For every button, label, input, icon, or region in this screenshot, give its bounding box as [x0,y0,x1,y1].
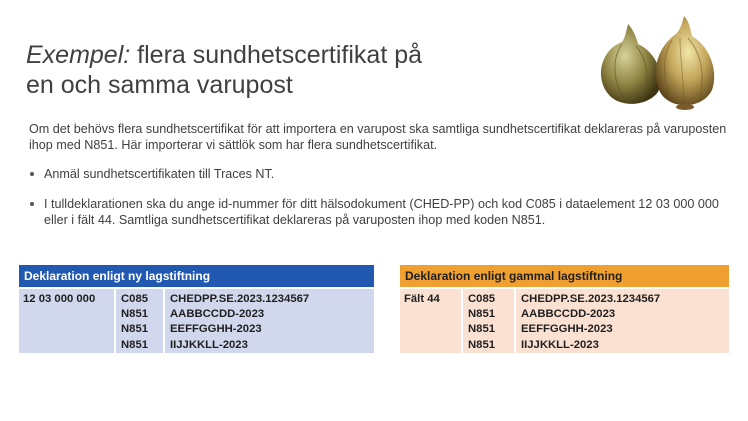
reference-cell: AABBCCDD-2023 [521,308,616,321]
bullet-dot-icon [30,202,34,206]
reference-cell: EEFFGGHH-2023 [170,323,262,336]
code-column [461,289,514,353]
declaration-old-header: Deklaration enligt gammal lagstiftning [400,265,729,287]
field-column [19,289,114,353]
intro-paragraph: Om det behövs flera sundhetscertifikat för att importera en varupost ska samtliga sundhetscertifikat deklareras på varuposten ihop med N851. Här importerar vi sättlök som har flera sundhetscertifikat. [29,122,727,152]
reference-cell: IIJJKKLL-2023 [170,338,248,351]
bullet-item [29,166,729,182]
bullet-item [29,196,729,228]
code-column [114,289,163,353]
field-cell: Fält 44 [404,293,440,305]
code-cell: N851 [121,338,149,351]
field-column [400,289,461,353]
code-cell: N851 [468,308,496,321]
bullet-text: Anmäl sundhetscertifikaten till Traces NT. [44,167,275,181]
reference-column [514,289,729,353]
bullet-list [29,166,729,242]
bullet-text: I tulldeklarationen ska du ange id-nummer för ditt hälsodokument (CHED-PP) och kod C085 i dataelement 12 03 000 000 eller i fält 44. Samtliga sundhetscertifikat deklareras på varuposten ihop med koden N851. [44,197,719,227]
declaration-old-body [400,289,729,353]
title-italic: Exempel: [26,41,131,69]
declaration-new-table [19,265,374,353]
page-title [26,40,546,100]
code-cell: N851 [121,323,149,336]
bullet-dot-icon [30,172,34,176]
field-cell: 12 03 000 000 [23,293,96,305]
reference-cell: AABBCCDD-2023 [170,308,265,321]
title-line1: flera sundhetscertifikat på [130,41,423,69]
flower-bulbs-photo [592,14,718,112]
reference-column [163,289,374,353]
code-cell: C085 [121,293,149,305]
declaration-old-table [400,265,729,353]
declaration-new-body [19,289,374,353]
reference-cell: CHEDPP.SE.2023.1234567 [170,293,310,305]
code-cell: N851 [468,338,496,351]
code-cell: N851 [121,308,149,321]
reference-cell: IIJJKKLL-2023 [521,338,599,351]
reference-cell: CHEDPP.SE.2023.1234567 [521,293,661,305]
code-cell: N851 [468,323,496,336]
declaration-new-header: Deklaration enligt ny lagstiftning [19,265,374,287]
reference-cell: EEFFGGHH-2023 [521,323,613,336]
title-line2: en och samma varupost [26,71,293,99]
code-cell: C085 [468,293,496,305]
